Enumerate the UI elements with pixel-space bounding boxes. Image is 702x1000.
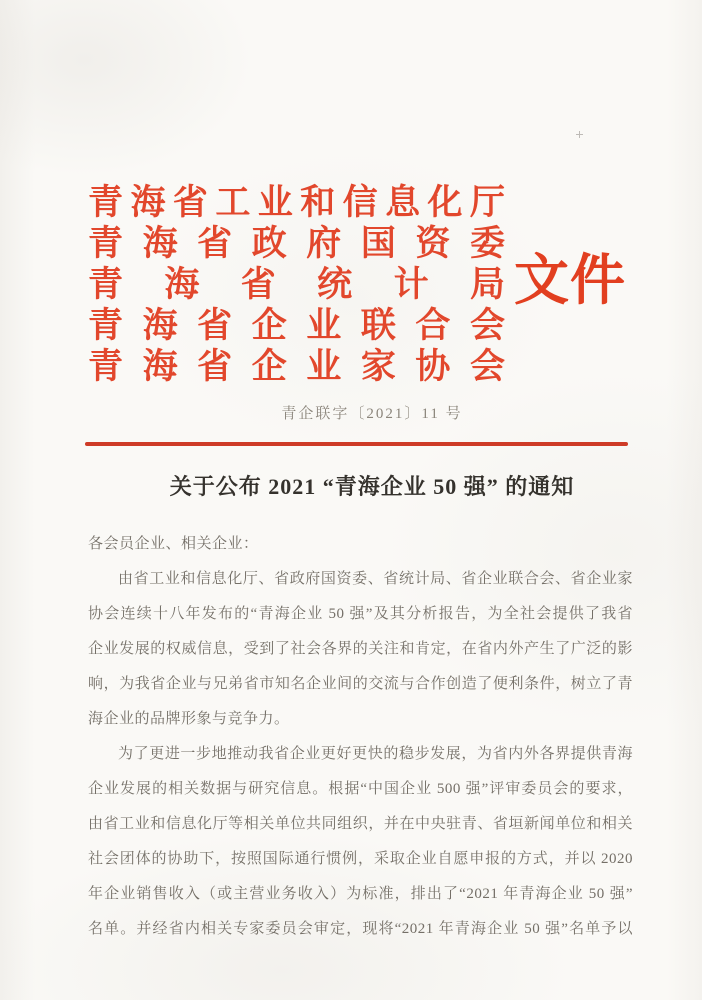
body-line: 名单。并经省内相关专家委员会审定，现将“2021 年青海企业 50 强”名单予以: [88, 921, 633, 937]
issuer-line-2: 青 海 省 政 府 国 资 委: [88, 224, 505, 263]
body-line: 响，为我省企业与兄弟省市知名企业间的交流与合作创造了便利条件，树立了青: [88, 676, 633, 692]
doc-number: 青企联字〔2021〕11 号: [281, 406, 463, 422]
body-line: 企业发展的相关数据与研究信息。根据“中国企业 500 强”评审委员会的要求，: [88, 781, 633, 797]
body-line: 企业发展的权威信息，受到了社会各界的关注和肯定，在省内外产生了广泛的影: [88, 641, 633, 657]
issuer-line-4: 青 海 省 企 业 联 合 会: [88, 306, 505, 345]
body-line: 年企业销售收入（或主营业务收入）为标准，排出了“2021 年青海企业 50 强”: [88, 886, 633, 902]
document-body: [88, 527, 633, 947]
body-line: 由省工业和信息化厅等相关单位共同组织，并在中央驻青、省垣新闻单位和相关: [88, 816, 633, 832]
letterhead: [88, 182, 505, 387]
issuer-line-5: 青 海 省 企 业 家 协 会: [88, 347, 505, 386]
issuer-line-1: 青 海 省 工 业 和 信 息 化 厅: [88, 183, 505, 222]
salutation: 各会员企业、相关企业：: [88, 536, 259, 552]
issuer-line-3: 青 海 省 统 计 局: [88, 265, 505, 304]
scan-speck: [576, 131, 583, 138]
body-line: 由省工业和信息化厅、省政府国资委、省统计局、省企业联合会、省企业家: [118, 571, 633, 587]
doc-type-label: 文件: [514, 250, 627, 311]
body-line: 海企业的品牌形象与竞争力。: [88, 711, 290, 727]
body-line: 协会连续十八年发布的“青海企业 50 强”及其分析报告，为全社会提供了我省: [88, 606, 633, 622]
body-line: 社会团体的协助下，按照国际通行惯例，采取企业自愿申报的方式，并以 2020: [88, 851, 633, 867]
body-line: 为了更进一步地推动我省企业更好更快的稳步发展，为省内外各界提供青海: [118, 746, 633, 762]
red-divider-line: [85, 442, 628, 446]
document-title: 关于公布 2021 “青海企业 50 强” 的通知: [169, 474, 575, 499]
